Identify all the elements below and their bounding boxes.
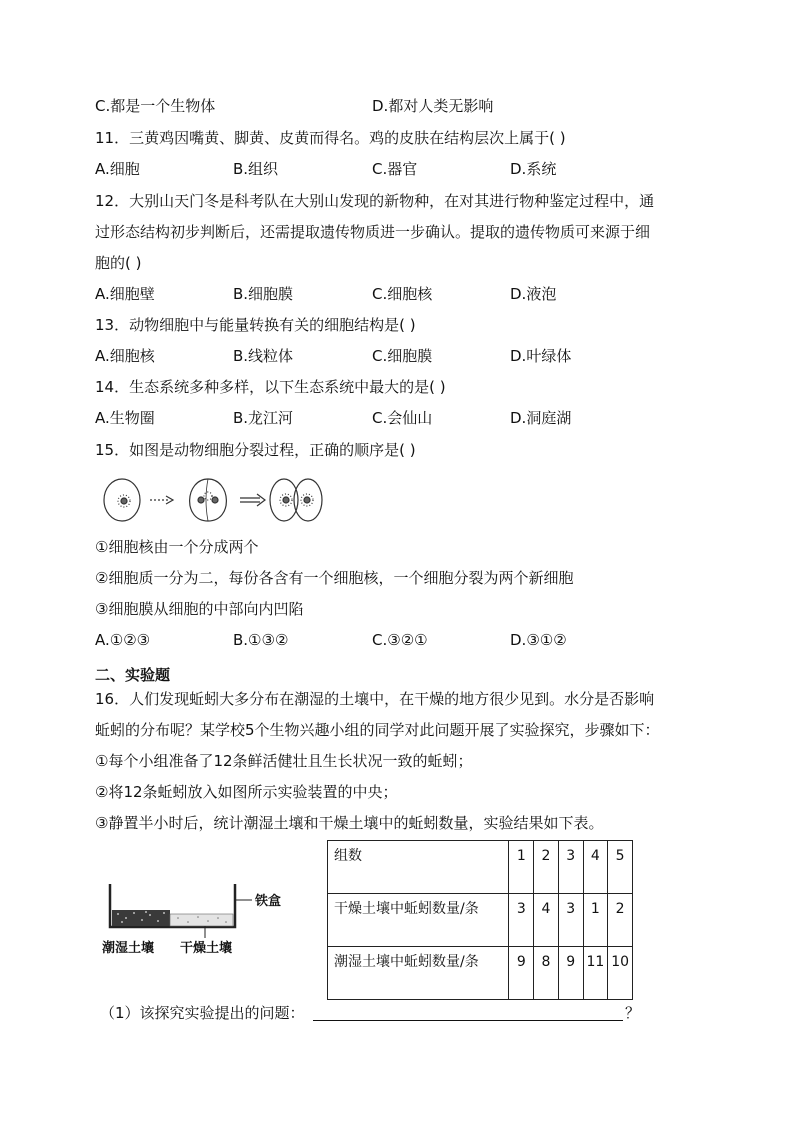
q12-option-c: C.细胞核 [372, 285, 433, 303]
table-cell: 10 [608, 947, 633, 1000]
table-row [328, 947, 633, 1000]
table-cell: 9 [558, 947, 583, 1000]
q13-option-d: D.叶绿体 [510, 347, 572, 365]
q15-option-a: A.①②③ [95, 631, 151, 649]
q12-stem-line-2: 过形态结构初步判断后，还需提取遗传物质进一步确认。提取的遗传物质可来源于细 [95, 223, 651, 241]
table-cell: 11 [583, 947, 608, 1000]
table-row-label: 干燥土壤中蚯蚓数量/条 [328, 894, 509, 947]
q15-statement-1: ①细胞核由一个分成两个 [95, 538, 259, 556]
q15-option-c: C.③②① [372, 631, 428, 649]
q14-option-b: B.龙江河 [233, 409, 294, 427]
q14-option-a: A.生物圈 [95, 409, 155, 427]
table-header-label: 组数 [328, 841, 509, 894]
q16-sub1-question-mark: ？ [625, 1004, 641, 1022]
table-cell: 3 [509, 894, 534, 947]
q15-statement-2: ②细胞质一分为二，每份各含有一个细胞核，一个细胞分裂为两个新细胞 [95, 569, 574, 587]
q16-stem-line-1: 16．人们发现蚯蚓大多分布在潮湿的土壤中，在干燥的地方很少见到。水分是否影响 [95, 690, 655, 708]
q16-step-1: ①每个小组准备了12条鲜活健壮且生长状况一致的蚯蚓； [95, 752, 473, 770]
q12-stem-line-1: 12．大别山天门冬是科考队在大别山发现的新物种，在对其进行物种鉴定过程中，通 [95, 192, 655, 210]
label-moist-soil: 潮湿土壤 [102, 941, 155, 956]
table-cell: 4 [534, 894, 559, 947]
table-cell: 2 [534, 841, 559, 894]
section-title: 二、实验题 [95, 666, 171, 684]
q15-statement-3: ③细胞膜从细胞的中部向内凹陷 [95, 600, 304, 618]
table-cell: 3 [558, 894, 583, 947]
q16-sub1-prompt: （1）该探究实验提出的问题： [100, 1004, 305, 1022]
table-cell: 5 [608, 841, 633, 894]
table-cell: 1 [509, 841, 534, 894]
cell-division-figure [100, 474, 325, 524]
table-row [328, 894, 633, 947]
q16-sub1-answer-blank[interactable] [313, 1020, 623, 1021]
q11-stem: 11．三黄鸡因嘴黄、脚黄、皮黄而得名。鸡的皮肤在结构层次上属于( ) [95, 129, 566, 147]
q16-stem-line-2: 蚯蚓的分布呢？某学校5个生物兴趣小组的同学对此问题开展了实验探究，步骤如下： [95, 721, 660, 739]
q14-option-d: D.洞庭湖 [510, 409, 572, 427]
table-row-label: 潮湿土壤中蚯蚓数量/条 [328, 947, 509, 1000]
table-cell: 9 [509, 947, 534, 1000]
table-cell: 2 [608, 894, 633, 947]
q12-option-a: A.细胞壁 [95, 285, 155, 303]
q11-option-c: C.器官 [372, 160, 418, 178]
q10-option-c: C.都是一个生物体 [95, 97, 216, 115]
q13-option-c: C.细胞膜 [372, 347, 433, 365]
table-cell: 4 [583, 841, 608, 894]
q10-option-d: D.都对人类无影响 [372, 97, 494, 115]
q15-stem: 15．如图是动物细胞分裂过程，正确的顺序是( ) [95, 441, 416, 459]
q13-stem: 13．动物细胞中与能量转换有关的细胞结构是( ) [95, 316, 416, 334]
earthworm-apparatus-figure [100, 882, 300, 962]
q11-option-a: A.细胞 [95, 160, 140, 178]
q14-option-c: C.会仙山 [372, 409, 433, 427]
q11-option-b: B.组织 [233, 160, 279, 178]
q13-option-b: B.线粒体 [233, 347, 294, 365]
table-cell: 1 [583, 894, 608, 947]
table-cell: 8 [534, 947, 559, 1000]
result-table [327, 840, 633, 1000]
q12-option-b: B.细胞膜 [233, 285, 294, 303]
table-row [328, 841, 633, 894]
q12-stem-line-3: 胞的( ) [95, 254, 142, 272]
q15-option-d: D.③①② [510, 631, 567, 649]
q16-step-3: ③静置半小时后，统计潮湿土壤和干燥土壤中的蚯蚓数量，实验结果如下表。 [95, 814, 604, 832]
q14-stem: 14．生态系统多种多样，以下生态系统中最大的是( ) [95, 378, 446, 396]
q12-option-d: D.液泡 [510, 285, 557, 303]
q15-option-b: B.①③② [233, 631, 289, 649]
label-dry-soil: 干燥土壤 [180, 941, 233, 956]
table-cell: 3 [558, 841, 583, 894]
label-iron-box: 铁盒 [255, 894, 282, 909]
q13-option-a: A.细胞核 [95, 347, 155, 365]
q16-step-2: ②将12条蚯蚓放入如图所示实验装置的中央； [95, 783, 398, 801]
q11-option-d: D.系统 [510, 160, 557, 178]
